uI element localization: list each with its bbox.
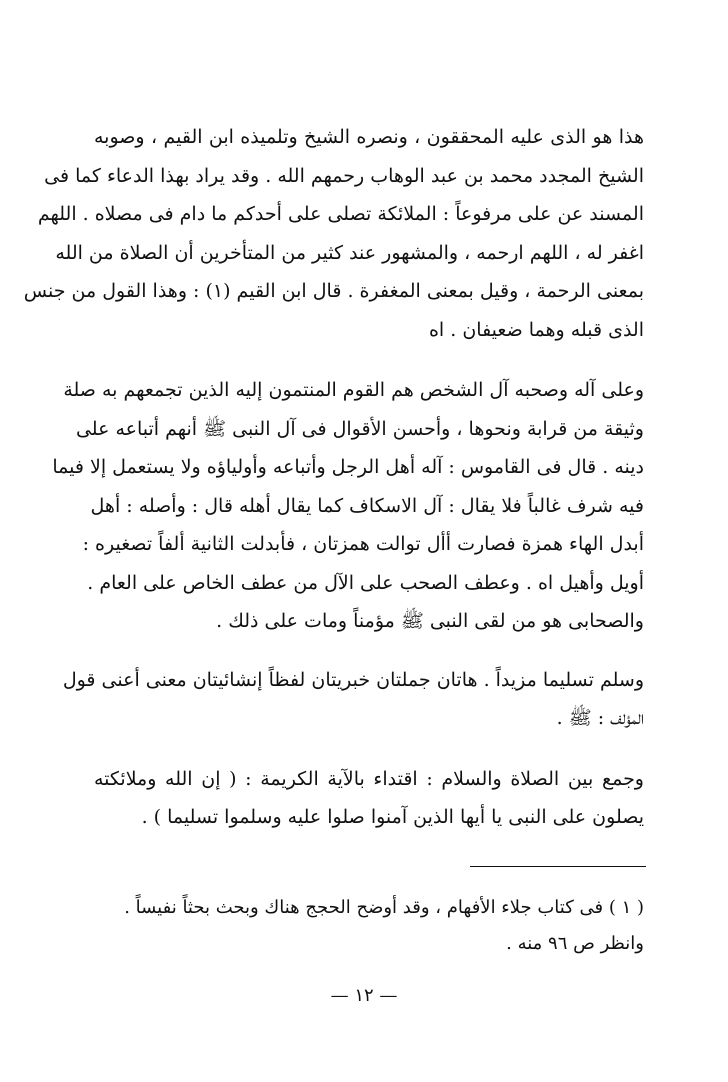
text-line: وجمع بين الصلاة والسلام : اقتداء بالآية الكريمة : ( إن الله وملائكته — [94, 767, 644, 790]
text-line: الذى قبله وهما ضعيفان . اه — [428, 318, 644, 341]
page-number: — ١٢ — — [330, 985, 398, 1006]
text-line: هذا هو الذى عليه المحققون ، ونصره الشيخ وتلميذه ابن القيم ، وصوبه — [94, 126, 644, 148]
text-line: أويل وأهيل اه . وعطف الصحب على الآل من عطف الخاص على العام . — [87, 571, 644, 594]
text-line: وعلى آله وصحبه آل الشخص هم القوم المنتمون إليه الذين تجمعهم به صلة — [63, 379, 644, 401]
text-line: وسلم تسليما مزيداً . هاتان جملتان خبريتان لفظاً إنشائيتان معنى أعنى قول — [62, 668, 644, 691]
text-line: المسند عن على مرفوعاً : الملائكة تصلى على أحدكم ما دام فى مصلاه . اللهم — [37, 203, 644, 225]
text-line: دينه . قال فى القاموس : آله أهل الرجل وأتباعه وأولياؤه ولا يستعمل إلا فيما — [52, 456, 644, 478]
text-line: بمعنى الرحمة ، وقيل بمعنى المغفرة . قال ابن القيم (١) : وهذا القول من جنس — [23, 280, 644, 302]
text-line: اغفر له ، اللهم ارحمه ، والمشهور عند كثير من المتأخرين أن الصلاة من الله — [55, 241, 644, 264]
text-line: الشيخ المجدد محمد بن عبد الوهاب رحمهم الله . وقد يراد بهذا الدعاء كما فى — [44, 164, 644, 187]
footnote — [100, 890, 644, 962]
page-body — [23, 110, 644, 837]
text-line: والصحابى هو من لقى النبى ﷺ مؤمناً ومات على ذلك . — [216, 610, 644, 632]
footnote-line: وانظر ص ٩٦ منه . — [506, 933, 644, 954]
paragraph-salat-salam — [94, 760, 644, 837]
text-line: أبدل الهاء همزة فصارت أأل توالت همزتان ، فأبدلت الثانية ألفاً تصغيره : — [82, 533, 644, 555]
footnote-line: ( ١ ) فى كتاب جلاء الأفهام ، وقد أوضح الحجج هناك وبحث بحثاً نفيساً . — [124, 897, 644, 918]
text-line: وثيقة من قرابة ونحوها ، وأحسن الأقوال فى آل النبى ﷺ أنهم أتباعه على — [75, 417, 644, 440]
footnote-divider — [470, 866, 646, 867]
text-line: فيه شرف غالباً فلا يقال : آل الاسكاف كما يقال أهله قال : وأصله : أهل — [90, 494, 644, 517]
text-line: المؤلف : ﷺ . — [556, 707, 644, 729]
text-line: يصلون على النبى يا أيها الذين آمنوا صلوا عليه وسلموا تسليما ) . — [141, 806, 644, 828]
paragraph-tasleem — [62, 661, 644, 738]
paragraph-aal-meaning — [52, 371, 644, 641]
paragraph-salat-meaning — [23, 118, 644, 349]
